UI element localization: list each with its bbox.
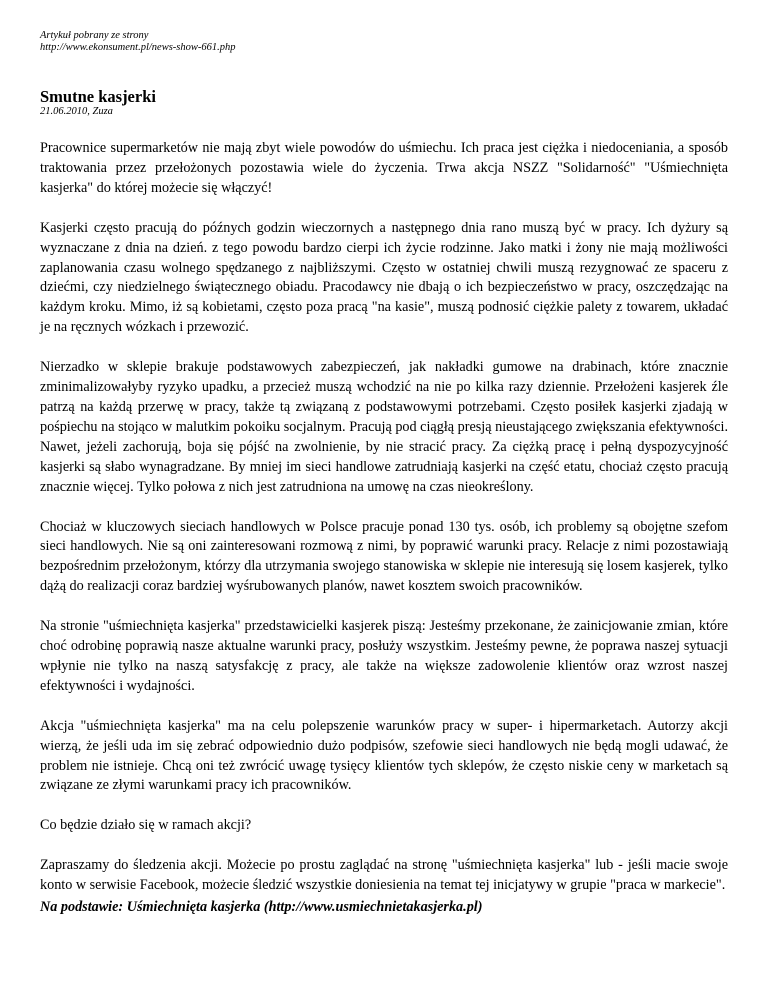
document-page	[40, 30, 728, 916]
paragraph-2: Kasjerki często pracują do późnych godzin wieczornych a następnego dnia rano muszą być w pracy. Ich dyżury są wyznaczane z dnia na dzień. z tego powodu bardzo cierpi ich życie rodzinne. Jako matki i żony nie mają możliwości zaplanowania czasu wolnego spędzanego z najbliższymi. Często w ostatniej chwili muszą rezygnować ze spaceru z dziećmi, czy niedzielnego świątecznego obiadu. Pracodawcy nie dbają o ich bezpieczeństwo w pracy, oszczędzając na każdym kroku. Mimo, iż są kobietami, często poza pracą "na kasie", muszą podnosić ciężkie palety z towarem, układać je na ręcznych wózkach i przewozić.	[40, 219, 728, 336]
source-url: http://www.ekonsument.pl/news-show-661.php	[40, 42, 236, 53]
paragraph-7: Co będzie działo się w ramach akcji?	[40, 817, 252, 834]
source-label: Artykuł pobrany ze strony	[40, 30, 149, 41]
source-credit: Na podstawie: Uśmiechnięta kasjerka (http://www.usmiechnietakasjerka.pl)	[40, 899, 483, 915]
paragraph-1: Pracownice supermarketów nie mają zbyt wiele powodów do uśmiechu. Ich praca jest ciężka i niedoceniania, a sposób traktowania przez przełożonych pozostawia wiele do życzenia. Trwa akcja NSZZ "Solidarność" "Uśmiechnięta kasjerka" do której możecie się włączyć!	[40, 140, 728, 196]
article-meta: 21.06.2010, Zuza	[40, 106, 113, 117]
source-note	[40, 30, 728, 54]
paragraph-6: Akcja "uśmiechnięta kasjerka" ma na celu polepszenie warunków pracy w super- i hipermarketach. Autorzy akcji wierzą, że jeśli uda im się zebrać odpowiednio dużo podpisów, szefowie sieci handlowych nie będą mogli udawać, że problem nie istnieje. Chcą oni też zwrócić uwagę tysięcy klientów tych sklepów, że często niskie ceny w marketach są związane ze złymi warunkami pracy ich pracowników.	[40, 717, 728, 794]
paragraph-4: Chociaż w kluczowych sieciach handlowych w Polsce pracuje ponad 130 tys. osób, ich problemy są obojętne szefom sieci handlowych. Nie są oni zainteresowani rozmową z nimi, by poprawić warunki pracy. Relacje z nimi pozostawiają bezpośrednim przełożonym, którzy dla utrzymania swojego stanowiska w sklepie nie interesują się losem kasjerek, tylko dążą do realizacji coraz bardziej wyśrubowanych planów, nawet kosztem swoich pracowników.	[40, 518, 728, 595]
article-title: Smutne kasjerki	[40, 87, 156, 106]
article-body	[40, 139, 728, 896]
paragraph-3: Nierzadko w sklepie brakuje podstawowych zabezpieczeń, jak nakładki gumowe na drabinach, które znacznie zminimalizowałyby ryzyko upadku, a przecież muszą wchodzić na nie po kilka razy dziennie. Przełożeni kasjerek źle patrzą na każdą przerwę w pracy, także tą związaną z podstawowymi potrzebami. Często posiłek kasjerki zjadają w pośpiechu na stojąco w malutkim pokoiku socjalnym. Pracują pod ciągłą presją nieustającego zwiększania efektywności. Nawet, jeżeli zachorują, boja się pójść na zwolnienie, by nie stracić pracy. Za ciężką pracę i pełną dyspozycyjność kasjerki są słabo wynagradzane. By mniej im sieci handlowe zatrudniają kasjerki na część etatu, chociaż często pracują znacznie więcej. Tylko połowa z nich jest zatrudniona na umowę na czas nieokreślony.	[40, 359, 728, 495]
paragraph-8: Zapraszamy do śledzenia akcji. Możecie po prostu zaglądać na stronę "uśmiechnięta kasjerka" lub - jeśli macie swoje konto w serwisie Facebook, możecie śledzić wszystkie doniesienia na temat tej inicjatywy w grupie "praca w markecie".	[40, 857, 728, 894]
paragraph-5: Na stronie "uśmiechnięta kasjerka" przedstawicielki kasjerek piszą: Jesteśmy przekonane, że zainicjowanie zmian, które choć odrobinę poprawią nasze aktualne warunki pracy, posłuży wszystkim. Jesteśmy pewne, że poprawa naszej sytuacji wpłynie nie tylko na naszą satysfakcję z pracy, ale także na większe zadowolenie klientów oraz wzrost naszej efektywności i wydajności.	[40, 618, 728, 694]
